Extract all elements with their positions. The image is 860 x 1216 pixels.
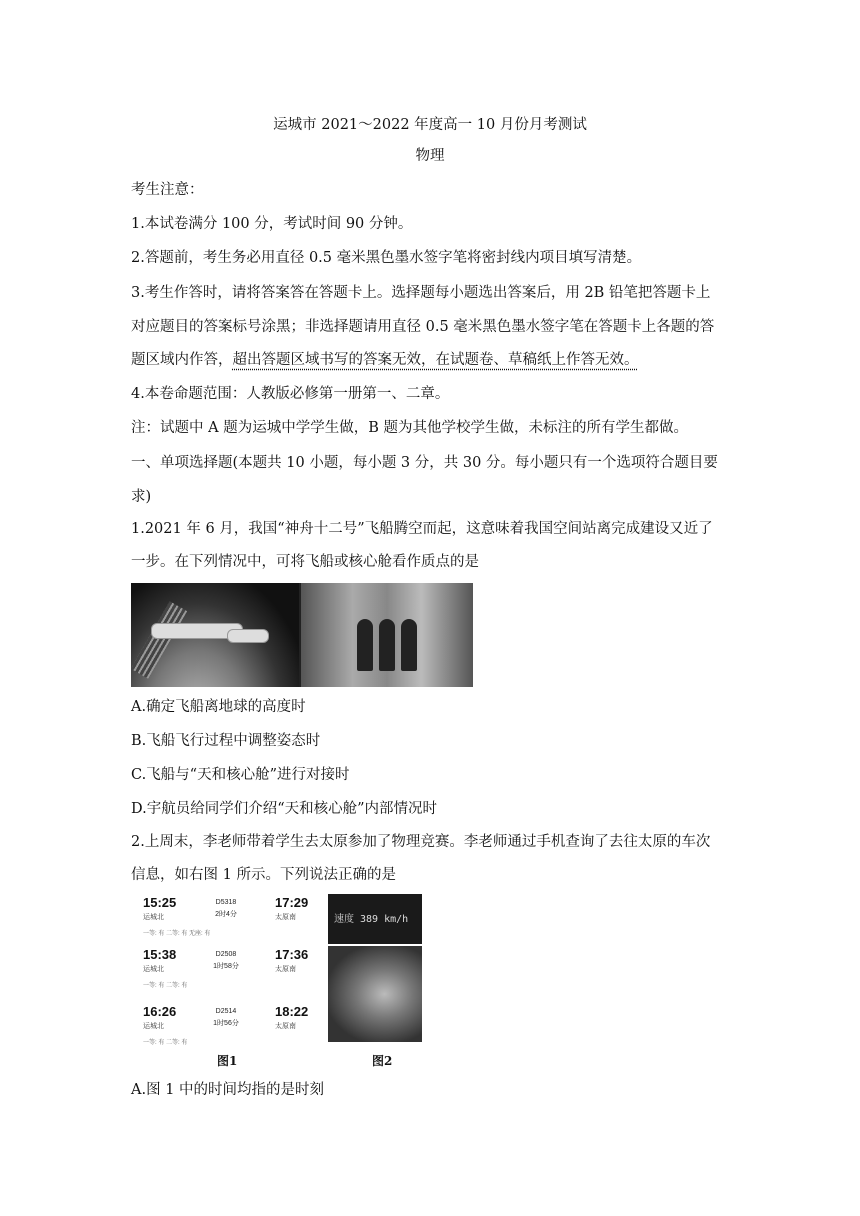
q2-option-a: A.图 1 中的时间均指的是时刻 bbox=[131, 1082, 325, 1098]
subject-title: 物理 bbox=[415, 148, 445, 164]
astronaut bbox=[357, 619, 373, 671]
train-interior-photo bbox=[328, 946, 422, 1042]
q2-stem: 2.上周末，李老师带着学生去太原参加了物理竞赛。李老师通过手机查询了去往太原的车次 bbox=[131, 834, 711, 850]
q2-stem-cont: 信息，如右图 1 所示。下列说法正确的是 bbox=[131, 867, 396, 883]
train-row: 15:25 运城北 D5318 2时4分 17:29 太原南 一等: 有 二等: 有 无座: 有 bbox=[143, 895, 309, 937]
q1-option-c: C.飞船与“天和核心舱”进行对接时 bbox=[131, 767, 350, 783]
cabin-interior-photo bbox=[301, 583, 473, 687]
q1-option-a: A.确定飞船离地球的高度时 bbox=[131, 699, 306, 715]
figure-2-caption: 图2 bbox=[372, 1054, 393, 1068]
train-row: 15:38 运城北 D2508 1时58分 17:36 太原南 一等: 有 二等: 有 bbox=[143, 947, 309, 989]
note-1: 1.本试卷满分 100 分，考试时间 90 分钟。 bbox=[131, 216, 413, 232]
space-station-image bbox=[131, 583, 473, 687]
spacecraft bbox=[227, 629, 269, 643]
notice-heading: 考生注意： bbox=[131, 182, 204, 198]
section-heading: 一、单项选择题(本题共 10 小题，每小题 3 分，共 30 分。每小题只有一个选项符合题目要 bbox=[131, 455, 718, 471]
astronaut bbox=[379, 619, 395, 671]
q1-stem-cont: 一步。在下列情况中，可将飞船或核心舱看作质点的是 bbox=[131, 554, 479, 570]
note-4: 4.本卷命题范围：人教版必修第一册第一、二章。 bbox=[131, 386, 450, 402]
speed-display-photo bbox=[328, 894, 422, 944]
train-row: 16:26 运城北 D2514 1时56分 18:22 太原南 一等: 有 二等: 有 bbox=[143, 1004, 309, 1046]
figure-1-caption: 图1 bbox=[217, 1054, 238, 1068]
note-3-cont: 对应题目的答案标号涂黑；非选择题请用直径 0.5 毫米黑色墨水签字笔在答题卡上各题的答 bbox=[131, 319, 715, 335]
q1-option-d: D.宇航员给同学们介绍“天和核心舱”内部情况时 bbox=[131, 801, 438, 817]
q1-stem: 1.2021 年 6 月，我国“神舟十二号”飞船腾空而起，这意味着我国空间站离完成建设又近了 bbox=[131, 521, 713, 537]
remark: 注：试题中 A 题为运城中学学生做，B 题为其他学校学生做，未标注的所有学生都做。 bbox=[131, 420, 688, 436]
section-heading-cont: 求) bbox=[131, 489, 152, 505]
exam-title: 运城市 2021～2022 年度高一 10 月份月考测试 bbox=[273, 117, 587, 133]
q1-option-b: B.飞船飞行过程中调整姿态时 bbox=[131, 733, 321, 749]
note-3: 3.考生作答时，请将答案答在答题卡上。选择题每小题选出答案后，用 2B 铅笔把答题卡上 bbox=[131, 285, 711, 301]
note-2: 2.答题前，考生务必用直径 0.5 毫米黑色墨水签字笔将密封线内项目填写清楚。 bbox=[131, 250, 642, 266]
astronaut bbox=[401, 619, 417, 671]
speed-readout: 速度 389 km/h bbox=[334, 914, 409, 925]
note-3-end: 题区域内作答，超出答题区域书写的答案无效，在试题卷、草稿纸上作答无效。 bbox=[131, 352, 639, 368]
emphasis-text: 超出答题区域书写的答案无效，在试题卷、草稿纸上作答无效。 bbox=[232, 352, 639, 368]
